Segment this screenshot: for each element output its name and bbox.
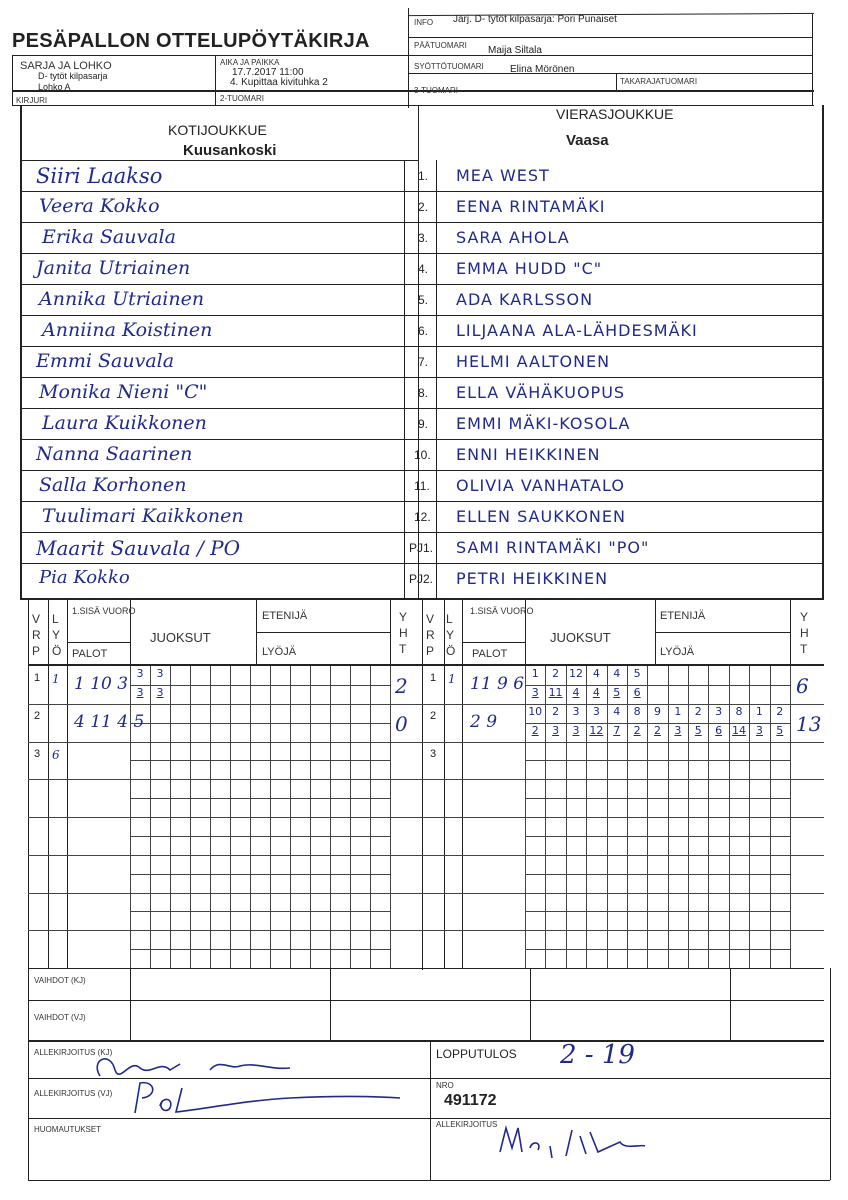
away-run-bottom: 2 [653,723,661,737]
home-player-4: Janita Utriainen [36,257,191,279]
away-player-9: EMMI MÄKI-KOSOLA [456,414,631,433]
away-player-13: SAMI RINTAMÄKI "PO" [456,538,650,557]
away-yht-1: H [800,626,809,640]
away-run-top: 10 [528,704,543,718]
home-yht-value-1: 2 [395,674,408,698]
away-number-12: 12. [414,510,431,524]
lopputulos-label: LOPPUTULOS [436,1047,517,1061]
vaihdot-vj-label: VAIHDOT (VJ) [34,1013,86,1022]
away-player-3: SARA AHOLA [456,228,570,247]
away-run-bottom: 3 [531,685,539,699]
home-player-8: Monika Nieni "C" [39,381,208,403]
away-run-top: 12 [568,667,583,680]
info-label: INFO [414,18,434,27]
home-lyo-0: L [52,612,59,626]
away-run-bottom: 5 [776,723,784,737]
away-yht-2: T [800,642,808,656]
away-number-14: PJ2. [409,572,434,586]
away-run-bottom: 5 [694,723,702,737]
away-lyoja: LYÖJÄ [660,646,695,658]
away-lyo-0: L [446,612,453,626]
away-run-top: 4 [592,667,600,680]
away-run-top: 3 [572,704,580,718]
away-number-11: 11. [414,479,430,493]
allekirjoitus-vj-label: ALLEKIRJOITUS (VJ) [34,1089,113,1098]
lopputulos-value: 2 - 19 [560,1040,635,1070]
home-team-label: KOTIJOUKKUE [168,122,267,138]
sarja-value-1: D- tytöt kilpasarja [38,71,108,81]
away-number-6: 6. [418,324,429,338]
away-run-top: 4 [613,704,621,718]
home-player-3: Erika Sauvala [42,226,176,248]
home-yht-value-2: 0 [395,711,408,736]
home-player-6: Anniina Koistinen [42,319,213,341]
nro-value: 491172 [444,1092,497,1109]
away-palot-1: 11 9 6 [470,674,525,694]
away-run-top: 3 [592,704,600,718]
away-number-13: PJ1. [409,541,434,555]
away-run-bottom: 6 [715,723,723,737]
away-team-label: VIERASJOUKKUE [556,106,674,122]
home-player-14: Pia Kokko [39,567,130,588]
home-yht-2: T [399,642,407,656]
info-value: Järj. D- tytöt kilpasarja: Pori Punaiset [453,14,617,25]
away-run-bottom: 3 [552,723,560,737]
aika-value-2: 4. Kupittaa kivituhka 2 [230,77,328,88]
away-run-top: 1 [755,704,763,718]
away-run-top: 9 [653,704,661,718]
home-juoksut: JUOKSUT [150,630,211,645]
away-palot-2: 2 9 [470,711,498,732]
sarja-label: SARJA JA LOHKO [20,60,112,72]
home-run-top: 3 [136,667,144,680]
home-inning-1: 1 [34,672,41,684]
away-run-top: 3 [715,704,723,718]
away-player-8: ELLA VÄHÄKUOPUS [456,383,626,402]
home-team-name: Kuusankoski [183,142,277,159]
away-player-4: EMMA HUDD "C" [456,259,603,278]
away-run-bottom: 4 [592,685,600,699]
away-run-bottom: 3 [674,723,682,737]
home-inning-2: 2 [34,709,41,722]
away-run-top: 2 [552,704,560,718]
away-lyo-2: Ö [446,644,456,658]
allekirjoitus-label: ALLEKIRJOITUS [436,1120,498,1129]
home-run-bottom: 3 [156,685,164,699]
home-sisa: 1.SISÄ VUORO [72,606,136,616]
home-yht-0: Y [399,610,408,624]
home-palot-2: 4 11 4 5 [74,711,145,732]
away-player-1: MEA WEST [456,166,550,185]
home-palot-1: 1 10 3 [74,674,129,694]
away-vrp-1: R [426,628,435,642]
takaraja-label: TAKARAJATUOMARI [620,77,698,86]
away-number-3: 3. [418,231,429,245]
away-run-bottom: 3 [755,723,763,737]
away-run-top: 8 [735,704,743,718]
home-vrp-1: R [32,628,41,642]
away-run-bottom: 11 [548,685,563,699]
home-yht-1: H [399,626,408,640]
home-player-7: Emmi Sauvala [36,350,175,372]
home-lyo-1: Y [52,628,61,642]
kirjuri-label: KIRJURI [16,96,48,105]
nro-label: NRO [436,1081,454,1090]
home-palot: PALOT [72,648,108,660]
away-sisa: 1.SISÄ VUORO [470,606,534,616]
home-ly-1: 1 [52,672,60,686]
signature-paatuomari [490,1118,690,1168]
aika-label: AIKA JA PAIKKA [220,58,280,67]
home-inning-3: 3 [34,747,41,760]
home-ly-3: 6 [52,747,60,762]
syotto-label: SYÖTTÖTUOMARI [414,62,484,71]
away-yht-value-1: 6 [796,674,809,698]
away-player-6: LILJAANA ALA-LÄHDESMÄKI [456,321,698,340]
away-run-top: 2 [694,704,702,718]
home-player-10: Nanna Saarinen [36,443,193,465]
away-juoksut: JUOKSUT [550,630,611,645]
home-run-bottom: 3 [136,685,144,699]
away-etenija: ETENIJÄ [660,610,706,622]
home-run-top: 3 [156,667,164,680]
away-number-9: 9. [418,417,429,431]
away-inning-3: 3 [430,747,437,760]
away-player-5: ADA KARLSSON [456,290,594,309]
huomautukset-label: HUOMAUTUKSET [34,1125,102,1134]
away-player-10: ENNI HEIKKINEN [456,445,601,464]
away-number-2: 2. [418,200,429,214]
away-lyo-1: Y [446,628,455,642]
home-vrp-0: V [32,612,41,626]
away-vrp-0: V [426,612,435,626]
paatuomari-label: PÄÄTUOMARI [414,41,467,50]
away-run-top: 4 [613,667,621,680]
away-run-top: 1 [674,704,682,718]
paatuomari-value: Maija Siltala [488,45,542,56]
away-yht-value-2: 13 [796,711,822,736]
away-player-7: HELMI AALTONEN [456,352,611,371]
away-run-bottom: 6 [633,685,641,699]
away-run-bottom: 5 [613,685,621,699]
away-run-top: 2 [776,704,784,718]
away-number-4: 4. [418,262,429,276]
signature-vj [130,1078,430,1123]
away-vrp-2: P [426,644,435,658]
home-player-1: Siiri Laakso [36,164,163,188]
away-inning-2: 2 [430,709,437,722]
away-run-top: 8 [633,704,641,718]
away-player-11: OLIVIA VANHATALO [456,476,625,495]
away-run-bottom: 3 [572,723,580,737]
away-palot: PALOT [472,648,508,660]
page-title: PESÄPALLON OTTELUPÖYTÄKIRJA [12,30,370,52]
away-run-bottom: 12 [589,723,604,737]
home-player-2: Veera Kokko [39,195,160,217]
tuomari2-label: 2-TUOMARI [220,94,264,103]
away-number-10: 10. [414,448,431,462]
away-run-top: 1 [531,667,539,680]
away-ly-1: 1 [448,672,456,686]
allekirjoitus-kj-label: ALLEKIRJOITUS (KJ) [34,1048,113,1057]
away-run-bottom: 4 [572,685,580,699]
away-run-bottom: 7 [613,723,621,737]
aika-value-1: 17.7.2017 11:00 [232,67,304,78]
away-run-bottom: 2 [531,723,539,737]
home-player-13: Maarit Sauvala / PO [36,536,241,560]
away-inning-1: 1 [430,672,437,684]
away-player-14: PETRI HEIKKINEN [456,569,609,588]
sarja-value-2: Lohko A [38,82,71,92]
home-etenija: ETENIJÄ [262,610,308,622]
home-lyo-2: Ö [52,644,62,658]
home-lyoja: LYÖJÄ [262,646,297,658]
home-player-11: Salla Korhonen [39,474,187,496]
away-run-bottom: 2 [633,723,641,737]
away-player-2: EENA RINTAMÄKI [456,197,606,216]
away-player-12: ELLEN SAUKKONEN [456,507,626,526]
vaihdot-kj-label: VAIHDOT (KJ) [34,976,86,985]
away-run-bottom: 14 [732,723,747,737]
home-player-12: Tuulimari Kaikkonen [42,505,244,527]
home-player-9: Laura Kuikkonen [42,412,207,434]
home-vrp-2: P [32,644,41,658]
away-number-7: 7. [418,355,429,369]
away-team-name: Vaasa [566,132,609,149]
away-yht-0: Y [800,610,809,624]
away-run-top: 5 [633,667,641,680]
home-player-5: Annika Utriainen [39,288,205,310]
away-run-top: 2 [552,667,560,680]
syotto-value: Elina Mörönen [510,64,575,75]
away-number-8: 8. [418,386,429,400]
tuomari3-label: 3-TUOMARI [414,86,458,95]
away-number-1: 1. [418,169,429,183]
away-number-5: 5. [418,293,429,307]
